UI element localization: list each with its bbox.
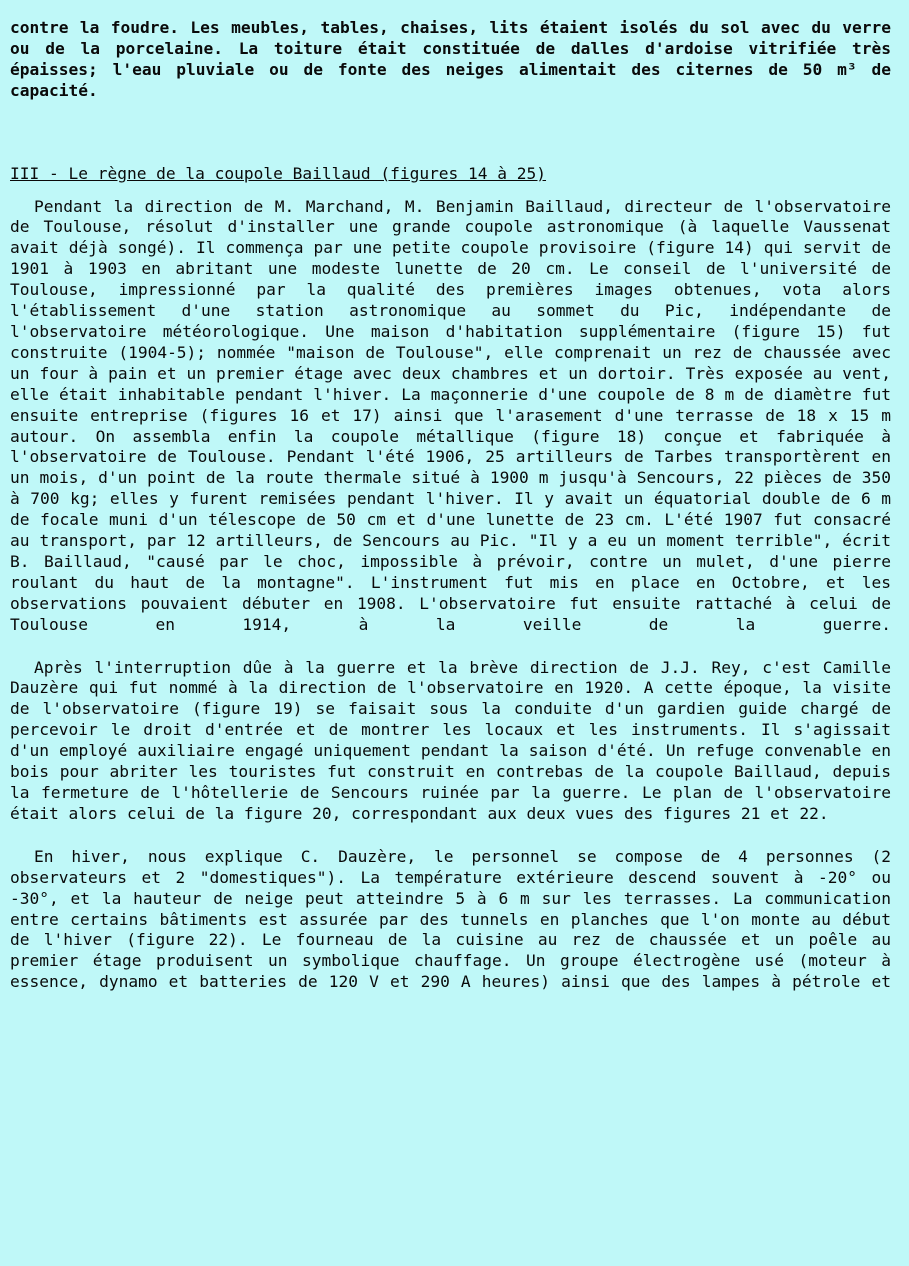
paragraph-winter-staff: En hiver, nous explique C. Dauzère, le personnel se compose de 4 personnes (2 observateurs et 2 "domestiques"). La température extérieure descend souvent à -20° ou -30°, et la hauteur de neige peut atteindre 5 à 6 m sur les terrasses. La communication entre certains bâtiments est assurée par des tunnels en planches que l'on monte au début de l'hiver (figure 22). Le fourneau de la cuisine au rez de chaussée et un poêle au premier étage produisent un symbolique chauffage. Un groupe électrogène usé (moteur à essence, dynamo et batteries de 120 V et 290 A heures) ainsi que des lampes à pétrole et — [10, 846, 891, 992]
intro-paragraph: contre la foudre. Les meubles, tables, chaises, lits étaient isolés du sol avec du verre ou de la porcelaine. La toiture était constituée de dalles d'ardoise vitrifiée très épaisses; l'eau pluviale ou de fonte des neiges alimentait des citernes de 50 m³ de capacité. — [10, 18, 891, 100]
section-title: III - Le règne de la coupole Baillaud (figures 14 à 25) — [10, 163, 547, 183]
paragraph-dauzere-direction: Après l'interruption dûe à la guerre et la brève direction de J.J. Rey, c'est Camille Dauzère qui fut nommé à la direction de l'observatoire en 1920. A cette époque, la visite de l'observatoire (figure 19) se faisait sous la conduite d'un gardien guide chargé de percevoir le droit d'entrée et de montrer les locaux et les instruments. Il s'agissait d'un employé auxiliaire engagé uniquement pendant la saison d'été. Un refuge convenable en bois pour abriter les touristes fut construit en contrebas de la coupole Baillaud, depuis la fermeture de l'hôtellerie de Sencours ruinée par la guerre. Le plan de l'observatoire était alors celui de la figure 20, correspondant aux deux vues des figures 21 et 22. — [10, 657, 891, 823]
paragraph-baillaud-dome: Pendant la direction de M. Marchand, M. Benjamin Baillaud, directeur de l'observatoire de Toulouse, résolut d'installer une grande coupole astronomique (à laquelle Vaussenat avait déjà songé). Il commença par une petite coupole provisoire (figure 14) qui servit de 1901 à 1903 en abritant une modeste lunette de 20 cm. Le conseil de l'université de Toulouse, impressionné par la qualité des premières images obtenues, vota alors l'établissement d'une station astronomique au sommet du Pic, indépendante de l'observatoire météorologique. Une maison d'habitation supplémentaire (figure 15) fut construite (1904-5); nommée "maison de Toulouse", elle comprenait un rez de chaussée avec un four à pain et un premier étage avec deux chambres et un dortoir. Très exposée au vent, elle était inhabitable pendant l'hiver. La maçonnerie d'une coupole de 8 m de diamètre fut ensuite entreprise (figures 16 et 17) ainsi que l'arasement d'une terrasse de 18 x 15 m autour. On assembla enfin la coupole métallique (figure 18) conçue et fabriquée à l'observatoire de Toulouse. Pendant l'été 1906, 25 artilleurs de Tarbes transportèrent en un mois, d'un point de la route thermale situé à 1900 m jusqu'à Sencours, 22 pièces de 350 à 700 kg; elles y furent remisées pendant l'hiver. Il y avait un équatorial double de 6 m de focale muni d'un télescope de 50 cm et d'une lunette de 23 cm. L'été 1907 fut consacré au transport, par 12 artilleurs, de Sencours au Pic. "Il y a eu un moment terrible", écrit B. Baillaud, "causé par le choc, impossible à prévoir, contre un mulet, d'une pierre roulant du haut de la montagne". L'instrument fut mis en place en Octobre, et les observations pouvaient débuter en 1908. L'observatoire fut ensuite rattaché à celui de Toulouse en 1914, à la veille de la guerre. — [10, 196, 891, 634]
